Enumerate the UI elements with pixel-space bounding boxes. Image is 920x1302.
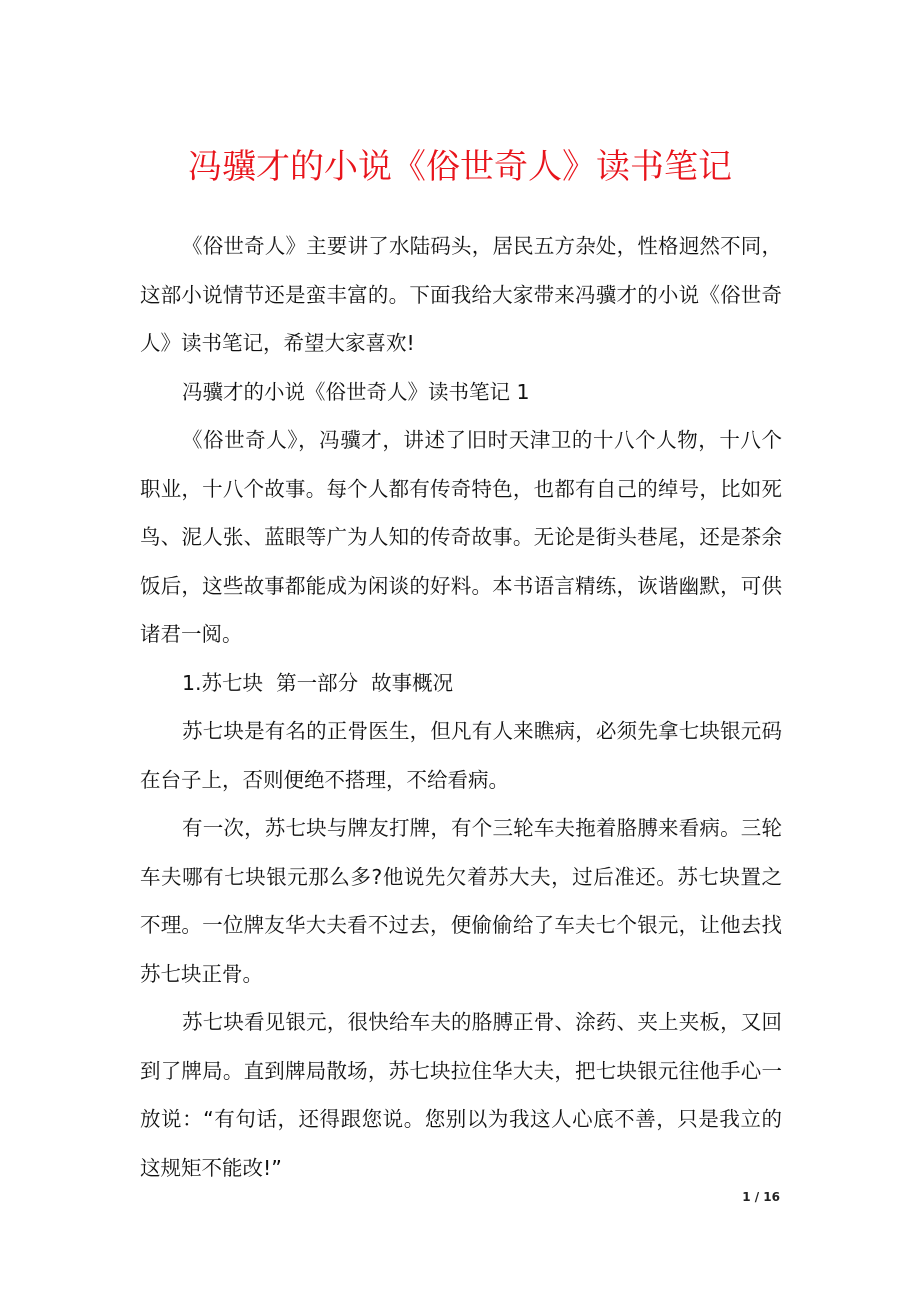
document-body xyxy=(140,222,782,1192)
paragraph-story-1: 苏七块是有名的正骨医生，但凡有人来瞧病，必须先拿七块银元码在台子上，否则便绝不搭理，不给看病。 xyxy=(140,719,782,792)
paragraph-story-3: 苏七块看见银元，很快给车夫的胳膊正骨、涂药、夹上夹板，又回到了牌局。直到牌局散场，苏七块拉住华大夫，把七块银元往他手心一放说：“有句话，还得跟您说。您别以为我这人心底不善，只是我立的这规矩不能改!” xyxy=(140,1010,782,1180)
paragraph-book-summary: 《俗世奇人》，冯骥才，讲述了旧时天津卫的十八个人物，十八个职业，十八个故事。每个人都有传奇特色，也都有自己的绰号，比如死鸟、泥人张、蓝眼等广为人知的传奇故事。无论是街头巷尾，还是茶余饭后，这些故事都能成为闲谈的好料。本书语言精练，诙谐幽默，可供诸君一阅。 xyxy=(140,428,782,646)
section-heading-1: 冯骥才的小说《俗世奇人》读书笔记 1 xyxy=(182,379,530,404)
paragraph-intro: 《俗世奇人》主要讲了水陆码头，居民五方杂处，性格迥然不同，这部小说情节还是蛮丰富的。下面我给大家带来冯骥才的小说《俗世奇人》读书笔记，希望大家喜欢! xyxy=(140,234,782,355)
paragraph-story-2: 有一次，苏七块与牌友打牌，有个三轮车夫拖着胳膊来看病。三轮车夫哪有七块银元那么多?他说先欠着苏大夫，过后准还。苏七块置之不理。一位牌友华大夫看不过去，便偷偷给了车夫七个银元，让他去找苏七块正骨。 xyxy=(140,816,782,986)
section-heading-su-qi-kuai: 1.苏七块 第一部分 故事概况 xyxy=(182,670,454,695)
document-title: 冯骥才的小说《俗世奇人》读书笔记 xyxy=(188,147,732,187)
page-indicator: 1 / 16 xyxy=(742,1190,780,1204)
